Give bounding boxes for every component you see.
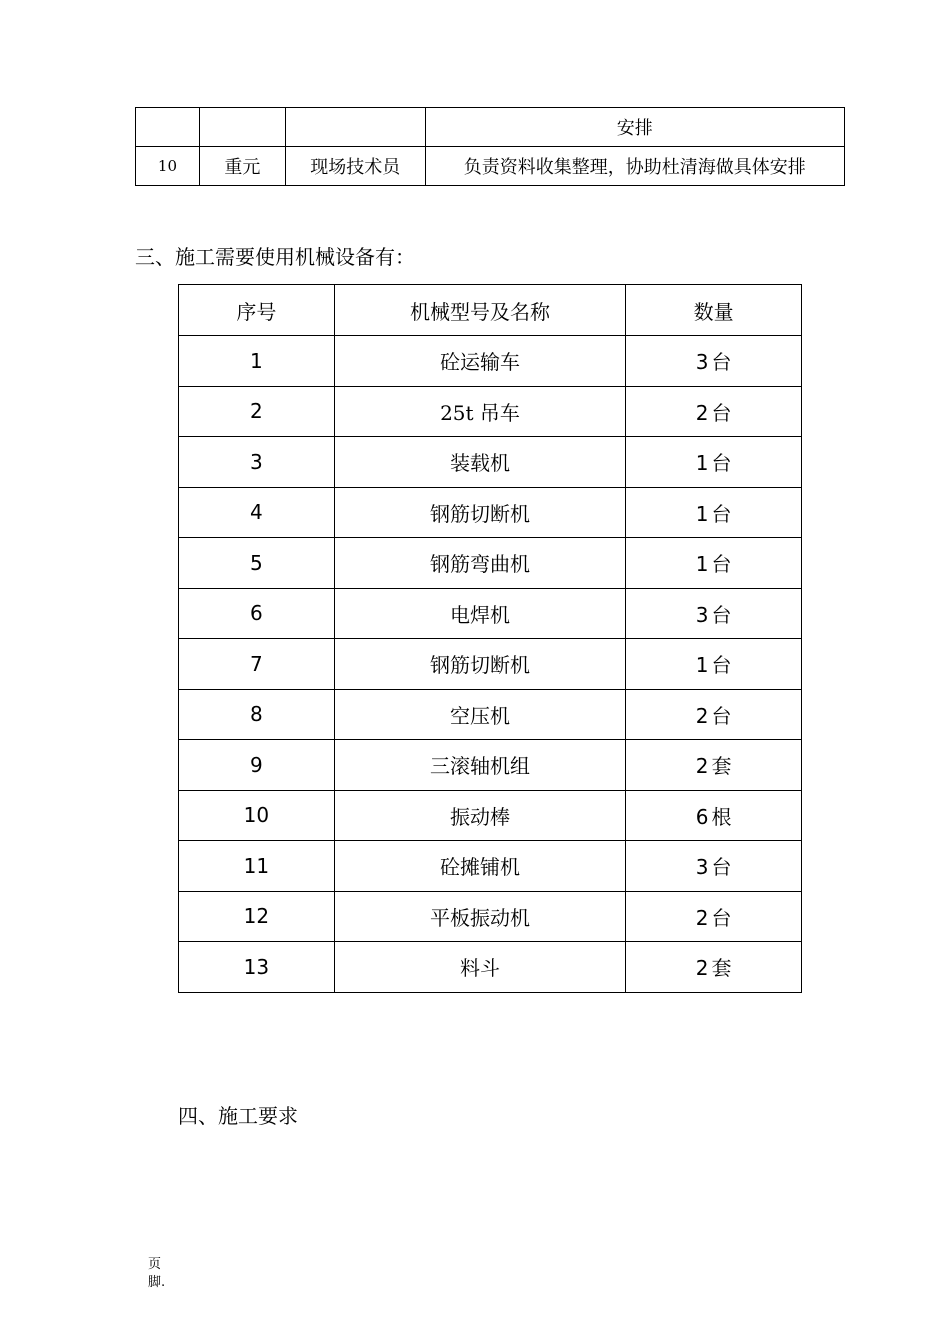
machine-qty [626,336,802,387]
table-row [179,689,802,740]
qty-number: 1 [695,552,709,577]
machine-seq: 12 [179,891,335,942]
table-row [179,538,802,589]
machine-name: 砼摊铺机 [334,841,626,892]
qty-unit: 台 [711,905,732,930]
machine-seq: 1 [179,336,335,387]
qty-unit: 套 [711,956,732,981]
machine-seq: 6 [179,588,335,639]
staff-table [135,107,845,186]
staff-name [199,108,285,147]
staff-no [136,108,200,147]
qty-unit: 台 [711,602,732,627]
qty-unit: 台 [711,350,732,375]
machine-seq: 2 [179,386,335,437]
machine-seq: 7 [179,639,335,690]
staff-name: 重元 [199,147,285,186]
qty-number: 3 [695,350,709,375]
staff-duty: 安排 [425,108,844,147]
machine-name: 空压机 [334,689,626,740]
staff-role [285,108,425,147]
machine-qty [626,386,802,437]
machine-seq: 8 [179,689,335,740]
qty-number: 2 [695,905,709,930]
machine-name: 料斗 [334,942,626,993]
qty-number: 1 [695,451,709,476]
table-row [179,942,802,993]
machine-name: 25t 吊车 [334,386,626,437]
header-name: 机械型号及名称 [334,285,626,336]
qty-unit: 台 [711,653,732,678]
table-row [179,487,802,538]
qty-unit: 台 [711,451,732,476]
machine-qty [626,538,802,589]
staff-duty: 负责资料收集整理，协助杜清海做具体安排 [425,147,844,186]
machine-qty [626,891,802,942]
qty-number: 2 [695,703,709,728]
machine-qty [626,487,802,538]
qty-unit: 台 [711,552,732,577]
table-row [179,891,802,942]
qty-unit: 套 [711,754,732,779]
machine-seq: 11 [179,841,335,892]
section-heading-machinery: 三、施工需要使用机械设备有： [135,245,415,269]
qty-unit: 台 [711,400,732,425]
table-row [179,841,802,892]
machine-qty [626,588,802,639]
machine-name: 平板振动机 [334,891,626,942]
machine-qty [626,740,802,791]
qty-number: 2 [695,754,709,779]
machine-seq: 9 [179,740,335,791]
header-seq: 序号 [179,285,335,336]
qty-unit: 台 [711,855,732,880]
machine-qty [626,437,802,488]
machine-name: 电焊机 [334,588,626,639]
table-header-row [179,285,802,336]
staff-role: 现场技术员 [285,147,425,186]
machine-name: 振动棒 [334,790,626,841]
qty-number: 2 [695,956,709,981]
table-row [136,147,845,186]
machine-seq: 5 [179,538,335,589]
machine-name: 砼运输车 [334,336,626,387]
machine-qty [626,841,802,892]
table-row [179,790,802,841]
table-row [179,588,802,639]
machine-seq: 13 [179,942,335,993]
machine-seq: 10 [179,790,335,841]
qty-number: 1 [695,653,709,678]
header-qty: 数量 [626,285,802,336]
table-row [179,386,802,437]
machine-name: 钢筋切断机 [334,487,626,538]
machine-qty [626,639,802,690]
machine-qty [626,942,802,993]
machinery-table [178,284,802,993]
machine-qty [626,790,802,841]
qty-unit: 台 [711,501,732,526]
machine-name: 装载机 [334,437,626,488]
machine-name: 钢筋切断机 [334,639,626,690]
qty-number: 3 [695,855,709,880]
qty-number: 3 [695,602,709,627]
page-footer: 页脚. [148,1257,166,1290]
table-row [179,336,802,387]
machine-qty [626,689,802,740]
table-row [179,437,802,488]
qty-number: 1 [695,501,709,526]
table-row [179,740,802,791]
machine-seq: 4 [179,487,335,538]
qty-unit: 根 [711,804,732,829]
qty-number: 6 [695,804,709,829]
qty-unit: 台 [711,703,732,728]
machine-name: 三滚轴机组 [334,740,626,791]
staff-no: 10 [136,147,200,186]
qty-number: 2 [695,400,709,425]
table-row [136,108,845,147]
machine-seq: 3 [179,437,335,488]
table-row [179,639,802,690]
section-heading-requirements: 四、施工要求 [178,1104,298,1128]
machine-name: 钢筋弯曲机 [334,538,626,589]
